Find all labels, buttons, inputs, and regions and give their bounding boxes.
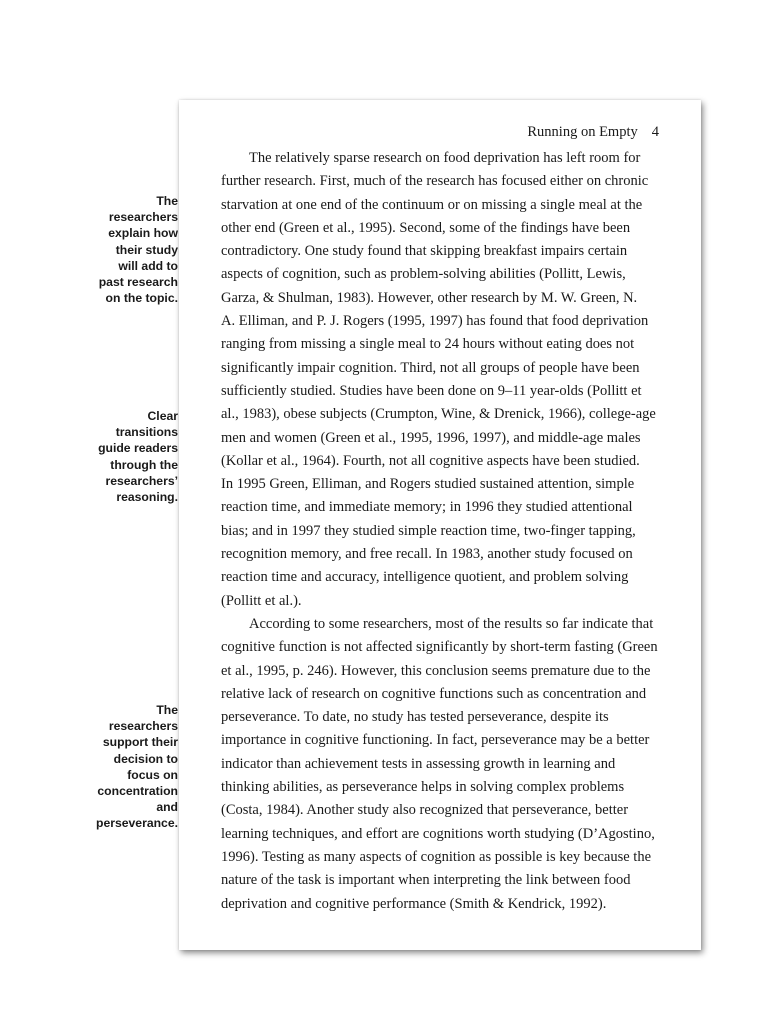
margin-note-line: their study bbox=[115, 242, 178, 257]
margin-note-line: perseverance. bbox=[96, 816, 178, 831]
paper-page bbox=[179, 100, 701, 950]
paragraph-2-line: et al., 1995, p. 246). However, this conclusion seems premature due to the bbox=[221, 662, 651, 679]
paragraph-1-line: A. Elliman, and P. J. Rogers (1995, 1997) has found that food deprivation bbox=[221, 313, 649, 330]
margin-note-line: The bbox=[156, 194, 178, 208]
page-number: 4 bbox=[651, 124, 659, 140]
paragraph-2-line: According to some researchers, most of the results so far indicate that bbox=[249, 615, 654, 632]
paragraph-1-line: al., 1983), obese subjects (Crumpton, Wine, & Drenick, 1966), college-age bbox=[221, 406, 656, 423]
margin-note-text bbox=[60, 702, 178, 832]
paragraph-1-line: bias; and in 1997 they studied simple reaction time, two-finger tapping, bbox=[221, 522, 636, 539]
margin-note-line: researchers bbox=[108, 719, 178, 734]
margin-note-line: Clear bbox=[147, 409, 178, 423]
paragraph-1-line: men and women (Green et al., 1995, 1996, 1997), and middle-age males bbox=[221, 429, 641, 446]
paragraph-2-line: deprivation and cognitive performance (Smith & Kendrick, 1992). bbox=[221, 895, 607, 912]
margin-note-line: past research bbox=[98, 275, 178, 290]
margin-note-line: and bbox=[156, 800, 178, 815]
margin-note-line: focus on bbox=[127, 767, 178, 782]
margin-note-line: support their bbox=[102, 735, 178, 750]
paragraph-1-line: (Pollitt et al.). bbox=[221, 592, 302, 609]
body-text bbox=[221, 147, 665, 916]
paragraph-1-line: The relatively sparse research on food deprivation has left room for bbox=[249, 150, 641, 166]
paragraph-2-line: thinking abilities, as perseverance helps in solving complex problems bbox=[221, 779, 625, 796]
margin-note-line: explain how bbox=[108, 226, 178, 241]
paragraph-1-line: other end (Green et al., 1995). Second, some of the findings have been bbox=[221, 219, 631, 236]
paragraph-2-line: nature of the task is important when interpreting the link between food bbox=[221, 872, 631, 889]
paragraph-2-line: (Costa, 1984). Another study also recognized that perseverance, better bbox=[221, 802, 629, 819]
margin-note-3 bbox=[60, 692, 190, 842]
margin-note-text bbox=[60, 408, 178, 505]
running-head-title: Running on Empty bbox=[527, 124, 638, 140]
paragraph-1-line: recognition memory, and free recall. In 1983, another study focused on bbox=[221, 546, 633, 563]
paragraph-1-line: sufficiently studied. Studies have been done on 9–11 year-olds (Pollitt et bbox=[221, 382, 642, 399]
paragraph-2-line: perseverance. To date, no study has tested perseverance, despite its bbox=[221, 709, 609, 726]
paragraph-2-line: indicator than achievement tests in assessing growth in learning and bbox=[221, 755, 616, 772]
paragraph-2-line: relative lack of research on cognitive functions such as concentration and bbox=[221, 685, 647, 702]
paragraph-1-line: significantly impair cognition. Third, not all groups of people have been bbox=[221, 359, 640, 376]
margin-note-line: concentration bbox=[97, 784, 178, 799]
margin-note-line: on the topic. bbox=[105, 291, 178, 306]
paragraph-2-line: importance in cognitive functioning. In fact, perseverance may be a better bbox=[221, 732, 650, 749]
paragraph-1-line: ranging from missing a single meal to 24 hours without eating does not bbox=[221, 336, 635, 353]
margin-note-line: The bbox=[156, 703, 178, 717]
paragraph-1-line: (Kollar et al., 1964). Fourth, not all cognitive aspects have been studied. bbox=[221, 452, 640, 469]
paragraph-1-line: contradictory. One study found that skipping breakfast impairs certain bbox=[221, 243, 628, 260]
paragraph-1-line: reaction time, and immediate memory; in 1996 they studied attentional bbox=[221, 499, 633, 516]
margin-note-line: transitions bbox=[115, 425, 178, 440]
running-head bbox=[527, 124, 659, 141]
paragraph-2-line: learning techniques, and effort are cognitions worth studying (D’Agostino, bbox=[221, 825, 655, 842]
paragraph-1-line: reaction time and accuracy, intelligence quotient, and problem solving bbox=[221, 569, 629, 586]
paragraph-1-line: further research. First, much of the research has focused either on chronic bbox=[221, 173, 649, 190]
margin-note-line: guide readers bbox=[98, 441, 178, 456]
margin-note-2 bbox=[60, 398, 190, 516]
paragraph-2-line: 1996). Testing as many aspects of cognition as possible is key because the bbox=[221, 848, 652, 865]
margin-note-line: decision to bbox=[113, 751, 178, 766]
margin-note-1 bbox=[60, 184, 190, 318]
margin-note-line: researchers’ bbox=[105, 473, 178, 488]
margin-note-line: through the bbox=[110, 457, 178, 472]
paragraph-2-line: cognitive function is not affected significantly by short-term fasting (Green bbox=[221, 639, 658, 656]
margin-note-line: will add to bbox=[118, 258, 178, 273]
paragraph-1-line: Garza, & Shulman, 1983). However, other research by M. W. Green, N. bbox=[221, 289, 638, 306]
paragraph-1-line: aspects of cognition, such as problem-solving abilities (Pollitt, Lewis, bbox=[221, 266, 626, 283]
margin-note-line: researchers bbox=[108, 210, 178, 225]
paragraph-1-line: starvation at one end of the continuum or on missing a single meal at the bbox=[221, 196, 643, 213]
margin-note-text bbox=[60, 193, 178, 306]
margin-note-line: reasoning. bbox=[116, 490, 178, 505]
paragraph-1-line: In 1995 Green, Elliman, and Rogers studied sustained attention, simple bbox=[221, 476, 635, 493]
